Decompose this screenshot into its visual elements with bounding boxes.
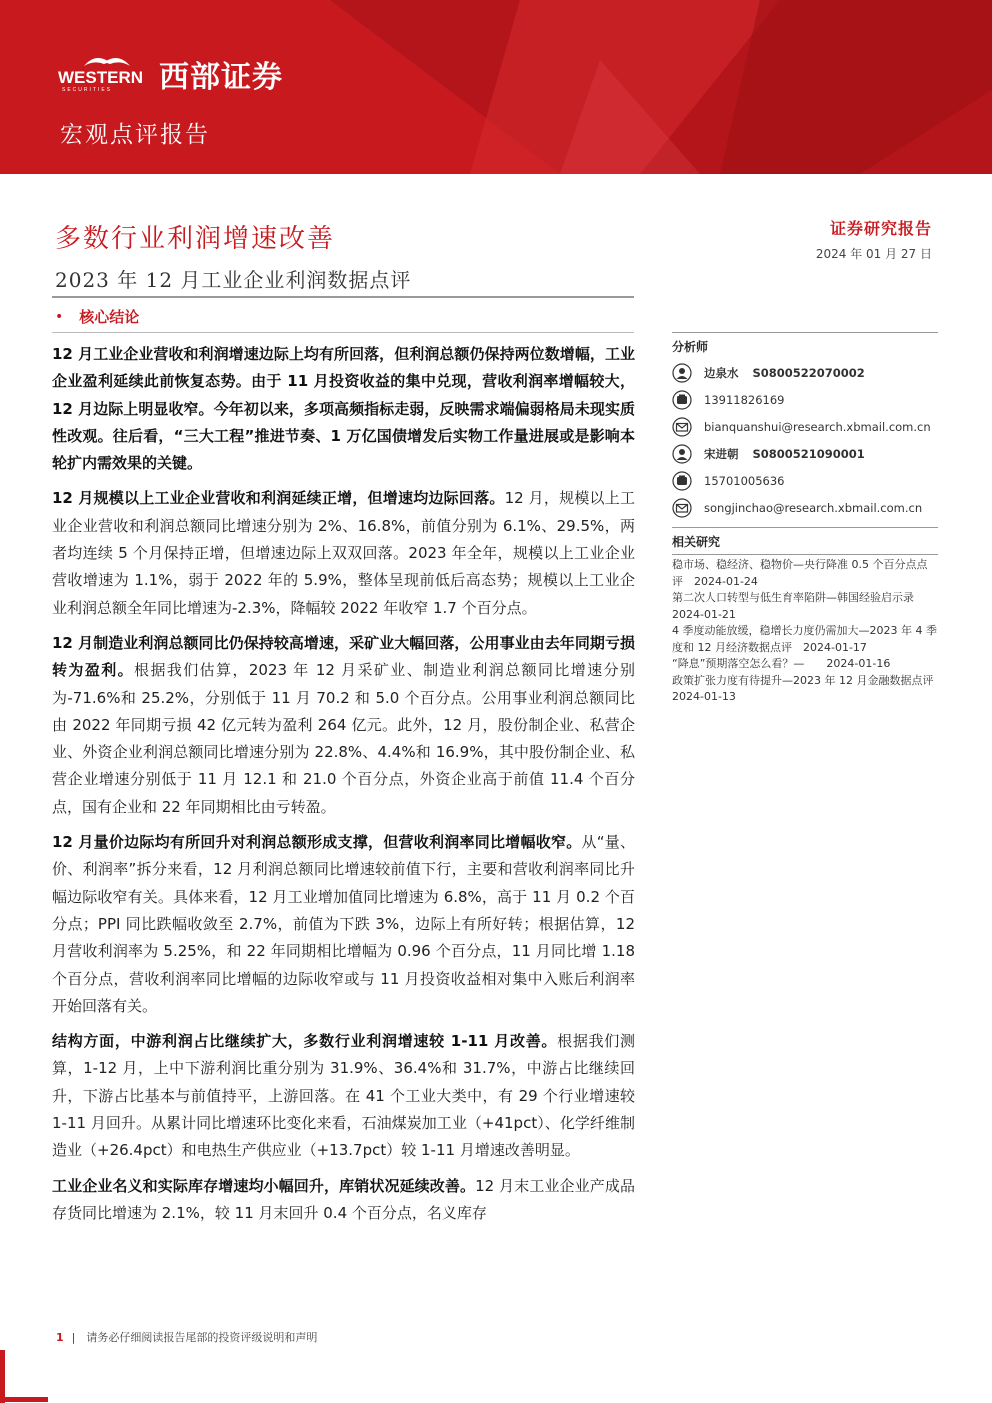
- logo-english-sub: SECURITIES: [62, 87, 113, 93]
- corner-mark: [0, 1350, 5, 1403]
- report-title: 多数行业利润增速改善: [55, 224, 336, 254]
- related-research-item[interactable]: 4 季度动能放缓，稳增长力度仍需加大—2023 年 4 季度和 12 月经济数据点评 2024-01-17: [672, 624, 937, 654]
- analyst-row: [672, 359, 938, 386]
- report-subtitle: 2023 年 12 月工业企业利润数据点评: [55, 268, 412, 292]
- logo-english: WESTERN: [58, 68, 143, 87]
- person-icon: [672, 363, 692, 383]
- document-class: 证券研究报告: [829, 219, 932, 238]
- related-research-item[interactable]: “降息”预期落空怎么看？— 2024-01-16: [672, 657, 891, 670]
- related-research-item[interactable]: 第二次人口转型与低生育率陷阱—韩国经验启示录 2024-01-21: [672, 591, 925, 621]
- paragraph-lead: 12 月规模以上工业企业营收和利润延续正增，但增速均边际回落。: [52, 489, 505, 508]
- paragraph-text: 根据我们测算，1-12 月，上中下游利润比重分别为 31.9%、36.4%和 31.7%，中游占比继续回升，下游占比基本与前值持平，上游回落。在 41 个工业大类中，有 29 个行业增速较 1-11 月回升。从累计同比增速环比变化来看，石油煤炭加工业（+41pct）、化学纤维制造业（+26.4pct）和电热生产供应业（+13.7pct）较 1-11 月增速改善明显。: [52, 1032, 635, 1160]
- bullet: •: [55, 308, 64, 325]
- logo-chinese: 西部证券: [159, 60, 283, 95]
- phone-icon: [672, 471, 692, 491]
- paragraph: [52, 630, 635, 821]
- related-research-list: [672, 557, 945, 706]
- analyst-name: 边泉水: [704, 365, 739, 380]
- company-logo: [58, 52, 283, 96]
- analyst-phone: 15701005636: [704, 473, 785, 488]
- analyst-license: S0800522070002: [752, 365, 865, 380]
- footer-separator: |: [71, 1331, 87, 1344]
- page-number: 1: [56, 1331, 64, 1344]
- paragraph-text: 12 月，规模以上工业企业营收和利润总额同比增速分别为 2%、16.8%，前值分别为 6.1%、29.5%，两者均连续 5 个月保持正增，但增速边际上双双回落。2023 年全年，规模以上工业企业营收增速为 1.1%，弱于 2022 年的 5.9%，整体呈现前低后高态势；规模以上工业企业利润总额全年同比增速为-2.3%，降幅较 2022 年收窄 1.7 个百分点。: [52, 489, 635, 617]
- report-date: 2024 年 01 月 27 日: [815, 247, 932, 261]
- sidebar-divider: [672, 332, 938, 333]
- paragraph: [52, 341, 635, 477]
- page-footer: [56, 1329, 317, 1345]
- paragraph: [52, 1028, 635, 1164]
- paragraph: [52, 485, 635, 621]
- phone-row: [672, 467, 938, 494]
- paragraph: [52, 829, 635, 1020]
- paragraph-lead: 工业企业名义和实际库存增速均小幅回升，库销状况延续改善。: [52, 1176, 476, 1195]
- related-research-item[interactable]: 政策扩张力度有待提升—2023 年 12 月金融数据点评 2024-01-13: [672, 673, 945, 703]
- sidebar-divider: [672, 527, 938, 528]
- sidebar: [672, 332, 945, 706]
- related-research-item[interactable]: 稳市场、稳经济、稳物价—央行降准 0.5 个百分点点评 2024-01-24: [672, 558, 928, 588]
- report-type: 宏观点评报告: [60, 122, 210, 148]
- analyst-heading: 分析师: [672, 340, 709, 354]
- footer-disclaimer: 请务必仔细阅读报告尾部的投资评级说明和声明: [86, 1331, 318, 1344]
- logo-mark: [58, 54, 153, 94]
- analyst-email[interactable]: bianquanshui@research.xbmail.com.cn: [704, 419, 931, 434]
- paragraph-text: 12 月末工业企业产成品存货同比增速为 2.1%，较 11 月末回升 0.4 个百分点，名义库存: [52, 1176, 635, 1222]
- bull-horns-icon: [82, 54, 177, 68]
- analyst-email[interactable]: songjinchao@research.xbmail.com.cn: [704, 500, 923, 515]
- header-banner: [0, 0, 992, 174]
- analyst-row: [672, 440, 938, 467]
- analyst-license: S0800521090001: [752, 446, 865, 461]
- email-row: [672, 413, 938, 440]
- title-divider: [52, 296, 634, 298]
- email-icon: [672, 498, 692, 518]
- related-research-heading: 相关研究: [672, 535, 721, 549]
- corner-mark: [0, 1397, 48, 1402]
- paragraph-text: 从“量、价、利润率”拆分来看，12 月利润总额同比增速较前值下行，主要和营收利润率同比升幅边际收窄有关。具体来看，12 月工业增加值同比增速为 6.8%，高于 11 月 0.2 个百分点；PPI 同比跌幅收敛至 2.7%，前值为下跌 3%，边际上有所好转；根据估算，12 月营收利润率为 5.25%，和 22 年同期相比增幅为 0.96 个百分点，11 月同比增 1.18 个百分点，营收利润率同比增幅的边际收窄或与 11 月投资收益相对集中入账后利润率开始回落有关。: [52, 833, 635, 1015]
- paragraph-lead: 结构方面，中游利润占比继续扩大，多数行业利润增速较 1-11 月改善。: [52, 1032, 558, 1051]
- paragraph-lead: 12 月量价边际均有所回升对利润总额形成支撑，但营收利润率同比增幅收窄。: [52, 833, 582, 852]
- main-body: [52, 341, 635, 1235]
- core-divider: [52, 332, 634, 333]
- email-icon: [672, 417, 692, 437]
- paragraph-lead: 12 月制造业利润总额同比仍保持较高增速，采矿业大幅回落，公用事业由去年同期亏损转为盈利。: [52, 633, 635, 680]
- person-icon: [672, 444, 692, 464]
- paragraph: [52, 1173, 635, 1228]
- phone-row: [672, 386, 938, 413]
- email-row: [672, 494, 938, 521]
- core-conclusion-label: 核心结论: [79, 308, 140, 326]
- phone-icon: [672, 390, 692, 410]
- paragraph-lead: 12 月工业企业营收和利润增速边际上均有所回落，但利润总额仍保持两位数增幅，工业企业盈利延续此前恢复态势。由于 11 月投资收益的集中兑现，营收利润率增幅较大，12 月边际上明显收窄。今年初以来，多项高频指标走弱，反映需求端偏弱格局未现实质性改观。往后看，“三大工程”推进节奏、1 万亿国债增发后实物工作量进展或是影响本轮扩内需效果的关键。: [52, 345, 635, 473]
- paragraph-text: 根据我们估算，2023 年 12 月采矿业、制造业利润总额同比增速分别为-71.6%和 25.2%，分别低于 11 月 70.2 和 5.0 个百分点。公用事业利润总额同比由 2022 年同期亏损 42 亿元转为盈利 264 亿元。此外，12 月，股份制企业、私营企业、外资企业利润总额同比增速分别为 22.8%、4.4%和 16.9%，其中股份制企业、私营企业增速分别低于 11 月 12.1 和 21.0 个百分点，外资企业高于前值 11.4 个百分点，国有企业和 22 年同期相比由亏转盈。: [52, 661, 635, 816]
- analyst-name: 宋进朝: [704, 446, 739, 461]
- analyst-phone: 13911826169: [704, 392, 785, 407]
- sidebar-divider: [672, 554, 938, 555]
- core-conclusion-heading: [55, 306, 139, 327]
